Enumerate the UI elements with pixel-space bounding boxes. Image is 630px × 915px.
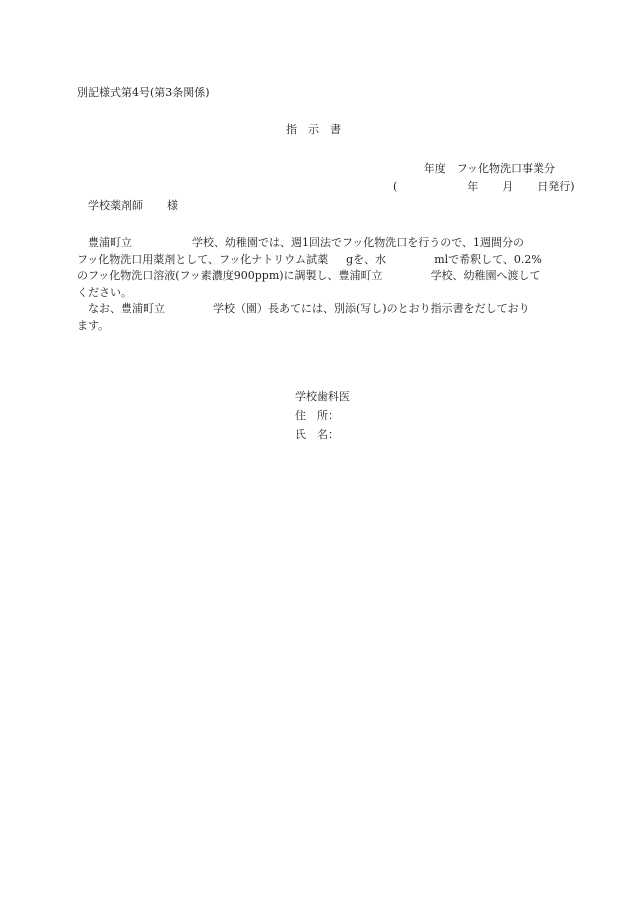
issue-date-open-paren: ( bbox=[393, 180, 398, 193]
body-text-segment: 学校、幼稚園では、週1回法でフッ化物洗口を行うので、1週間分の bbox=[192, 236, 525, 249]
body-line-1 bbox=[77, 235, 555, 252]
body-line-2 bbox=[77, 252, 555, 269]
body-text-segment: 学校（園）長あてには、別添(写し)のとおり指示書をだしており bbox=[213, 302, 530, 315]
signature-address-label: 住 所： bbox=[295, 409, 339, 422]
instruction-body bbox=[77, 235, 555, 334]
body-text-segment: gを、水 bbox=[346, 252, 387, 266]
signature-title: 学校歯科医 bbox=[295, 390, 350, 403]
body-text-segment: なお、豊浦町立 bbox=[77, 302, 165, 315]
body-line-3 bbox=[77, 268, 555, 285]
body-text-segment: mlで希釈して、0.2% bbox=[434, 252, 542, 266]
body-text-segment: ください。 bbox=[77, 285, 132, 299]
addressee-honorific: 様 bbox=[167, 199, 178, 212]
issue-date-year: 年 bbox=[467, 180, 479, 193]
issue-date bbox=[393, 180, 575, 194]
signature-name-label: 氏 名： bbox=[295, 428, 339, 441]
body-text-segment: のフッ化物洗口溶液(フッ素濃度900ppm)に調製し、豊浦町立 bbox=[77, 269, 383, 282]
body-line-4 bbox=[77, 285, 555, 302]
body-text-segment: フッ化物洗口用薬剤として、フッ化ナトリウム試薬 bbox=[77, 252, 329, 266]
issue-date-day: 日発行) bbox=[537, 180, 575, 193]
page-title: 指 示 書 bbox=[286, 123, 341, 136]
addressee bbox=[88, 199, 178, 213]
signature-block bbox=[295, 387, 350, 444]
body-text-segment: ます。 bbox=[77, 318, 110, 332]
fiscal-year-label: 年度 フッ化物洗口事業分 bbox=[423, 162, 555, 175]
addressee-role: 学校薬剤師 bbox=[88, 199, 143, 212]
issue-date-month: 月 bbox=[502, 180, 514, 193]
body-text-segment: 学校、幼稚園へ渡して bbox=[430, 269, 541, 282]
form-label: 別記様式第4号(第3条関係) bbox=[77, 86, 210, 99]
body-line-5 bbox=[77, 301, 555, 318]
body-text-segment: 豊浦町立 bbox=[77, 236, 132, 249]
body-line-6 bbox=[77, 318, 555, 335]
